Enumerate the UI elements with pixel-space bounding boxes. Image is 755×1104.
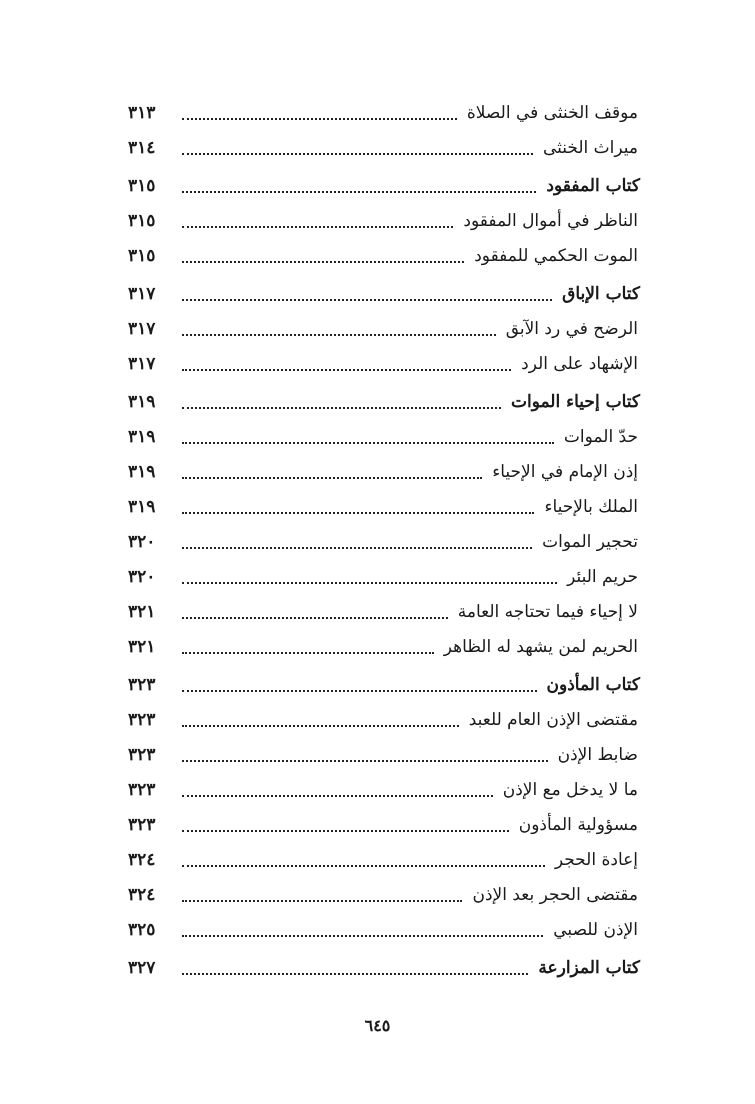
entry-title: الملك بالإحياء: [544, 497, 638, 517]
entry-page-number: ٣٢٠: [128, 567, 156, 587]
toc-chapter-entry: [128, 668, 640, 703]
page-number: ٦٤٥: [364, 1016, 391, 1035]
entry-page-number: ٣٢٧: [128, 958, 156, 978]
entry-title: كتاب الإباق: [562, 284, 640, 304]
toc-entry: [128, 913, 640, 948]
dot-leader: [182, 652, 434, 654]
dot-leader: [182, 299, 552, 301]
entry-title: حدّ الموات: [563, 427, 638, 447]
dot-leader: [182, 226, 453, 228]
dot-leader: [182, 477, 482, 479]
entry-page-number: ٣١٩: [128, 497, 156, 517]
entry-page-number: ٣٢١: [128, 602, 156, 622]
toc-chapter-entry: [128, 277, 640, 312]
dot-leader: [182, 442, 554, 444]
dot-leader: [182, 725, 459, 727]
entry-page-number: ٣٢٥: [128, 920, 156, 940]
toc-entry: [128, 703, 640, 738]
toc-entry: [128, 773, 640, 808]
dot-leader: [182, 547, 532, 549]
toc-entry: [128, 808, 640, 843]
toc-chapter-entry: [128, 951, 640, 986]
entry-title: تحجير الموات: [542, 532, 638, 552]
entry-title: ما لا يدخل مع الإذن: [502, 780, 638, 800]
dot-leader: [182, 153, 533, 155]
toc-entry: [128, 204, 640, 239]
dot-leader: [182, 795, 493, 797]
entry-title: كتاب المفقود: [546, 176, 640, 196]
dot-leader: [182, 512, 534, 514]
entry-page-number: ٣٢٣: [128, 815, 156, 835]
toc-entry: [128, 738, 640, 773]
toc-entry: [128, 878, 640, 913]
entry-title: كتاب المزارعة: [538, 958, 640, 978]
toc-chapter-entry: [128, 385, 640, 420]
toc-entry: [128, 312, 640, 347]
entry-title: الحريم لمن يشهد له الظاهر: [443, 637, 638, 657]
entry-title: مقتضى الإذن العام للعبد: [468, 710, 638, 730]
dot-leader: [182, 690, 537, 692]
entry-page-number: ٣٢٣: [128, 675, 156, 695]
toc-entry: [128, 96, 640, 131]
dot-leader: [182, 830, 509, 832]
dot-leader: [182, 617, 448, 619]
entry-page-number: ٣١٩: [128, 392, 156, 412]
dot-leader: [182, 334, 496, 336]
entry-page-number: ٣١٧: [128, 354, 156, 374]
dot-leader: [182, 407, 501, 409]
entry-title: مسؤولية المأذون: [518, 815, 638, 835]
toc-entry: [128, 560, 640, 595]
entry-title: لا إحياء فيما تحتاجه العامة: [457, 602, 638, 622]
entry-page-number: ٣١٧: [128, 319, 156, 339]
dot-leader: [182, 369, 511, 371]
entry-page-number: ٣٢٣: [128, 745, 156, 765]
entry-title: الرضح في رد الآبق: [505, 319, 638, 339]
dot-leader: [182, 900, 462, 902]
toc-entry: [128, 347, 640, 382]
entry-title: إعادة الحجر: [554, 850, 638, 870]
entry-page-number: ٣١٥: [128, 211, 156, 231]
dot-leader: [182, 865, 545, 867]
entry-title: كتاب إحياء الموات: [510, 392, 640, 412]
entry-page-number: ٣١٧: [128, 284, 156, 304]
toc-entry: [128, 420, 640, 455]
dot-leader: [182, 118, 457, 120]
entry-title: موقف الخنثى في الصلاة: [466, 103, 638, 123]
entry-page-number: ٣١٥: [128, 246, 156, 266]
toc-entry: [128, 525, 640, 560]
entry-page-number: ٣١٩: [128, 427, 156, 447]
entry-title: مقتضى الحجر بعد الإذن: [472, 885, 638, 905]
entry-page-number: ٣١٥: [128, 176, 156, 196]
entry-title: الإذن للصبي: [553, 920, 638, 940]
dot-leader: [182, 760, 548, 762]
toc-entry: [128, 131, 640, 166]
table-of-contents: [128, 96, 640, 986]
entry-page-number: ٣١٤: [128, 138, 156, 158]
entry-page-number: ٣١٣: [128, 103, 156, 123]
entry-page-number: ٣٢٣: [128, 780, 156, 800]
toc-entry: [128, 843, 640, 878]
entry-page-number: ٣٢٤: [128, 885, 156, 905]
dot-leader: [182, 582, 557, 584]
entry-page-number: ٣٢٤: [128, 850, 156, 870]
dot-leader: [182, 191, 536, 193]
entry-page-number: ٣١٩: [128, 462, 156, 482]
entry-title: ضابط الإذن: [557, 745, 638, 765]
toc-entry: [128, 630, 640, 665]
entry-title: ميراث الخنثى: [542, 138, 638, 158]
toc-entry: [128, 595, 640, 630]
entry-page-number: ٣٢٠: [128, 532, 156, 552]
dot-leader: [182, 935, 543, 937]
entry-title: إذن الإمام في الإحياء: [492, 462, 638, 482]
entry-title: كتاب المأذون: [546, 675, 640, 695]
toc-entry: [128, 239, 640, 274]
entry-title: الموت الحكمي للمفقود: [474, 246, 638, 266]
entry-page-number: ٣٢١: [128, 637, 156, 657]
dot-leader: [182, 973, 528, 975]
entry-title: حريم البئر: [567, 567, 638, 587]
toc-chapter-entry: [128, 169, 640, 204]
entry-page-number: ٣٢٣: [128, 710, 156, 730]
toc-entry: [128, 455, 640, 490]
entry-title: الناظر في أموال المفقود: [463, 211, 638, 231]
dot-leader: [182, 261, 464, 263]
toc-entry: [128, 490, 640, 525]
entry-title: الإشهاد على الرد: [521, 354, 638, 374]
